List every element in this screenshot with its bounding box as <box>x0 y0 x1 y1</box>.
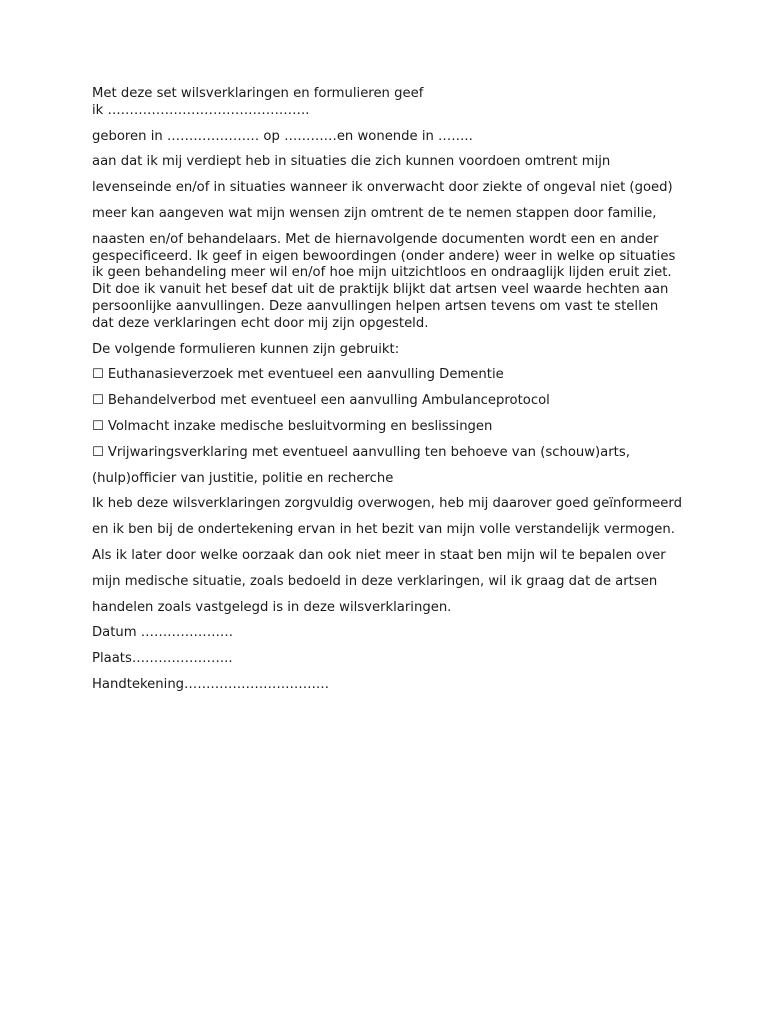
form-item <box>92 445 682 462</box>
paragraph-capacity: en ik ben bij de ondertekening ervan in het bezit van mijn volle verstandelijk vermogen. <box>92 522 675 538</box>
paragraph-act: handelen zoals vastgelegd is in deze wilsverklaringen. <box>92 599 452 615</box>
checkbox-icon[interactable]: ☐ <box>92 367 104 383</box>
paragraph-end-of-life: levenseinde en/of in situaties wanneer ik onverwacht door ziekte of ongeval niet (goed) <box>92 180 673 196</box>
paragraph-later: Als ik later door welke oorzaak dan ook niet meer in staat ben mijn wil te bepalen over <box>92 547 666 563</box>
forms-intro: De volgende formulieren kunnen zijn gebruikt: <box>92 341 400 357</box>
intro-paragraph: Met deze set wilsverklaringen en formulieren geef ik ………………………………………. <box>92 86 424 118</box>
checkbox-icon[interactable]: ☐ <box>92 418 104 434</box>
paragraph-situations: aan dat ik mij verdiept heb in situaties die zich kunnen voordoen omtrent mijn <box>92 154 611 170</box>
paragraph-considered: Ik heb deze wilsverklaringen zorgvuldig overwogen, heb mij daarover goed geïnformeerd <box>92 496 682 512</box>
form-item-label: Vrijwaringsverklaring met eventueel aanvulling ten behoeve van (schouw)arts, <box>107 444 630 460</box>
birth-residence-line: geboren in ………………… op …………en wonende in …….. <box>92 128 473 144</box>
checkbox-icon[interactable]: ☐ <box>92 444 104 460</box>
paragraph-situation: mijn medische situatie, zoals bedoeld in deze verklaringen, wil ik graag dat de artsen <box>92 573 658 589</box>
form-item <box>92 367 682 384</box>
checkbox-icon[interactable]: ☐ <box>92 393 104 409</box>
place-field: Plaats………………….. <box>92 651 233 667</box>
document-page <box>92 86 682 703</box>
form-item-label: Behandelverbod met eventueel een aanvulling Ambulanceprotocol <box>107 393 550 409</box>
form-item <box>92 393 682 410</box>
form-item-label: Euthanasieverzoek met eventueel een aanvulling Dementie <box>107 367 504 383</box>
paragraph-specification: naasten en/of behandelaars. Met de hiernavolgende documenten wordt een en ander gespecificeerd. Ik geef in eigen bewoordingen (onder andere) weer in welke op situaties ik geen behandeling meer wil en/of hoe mijn uitzichtloos en ondraaglijk lijden eruit ziet. Dit doe ik vanuit het besef dat uit de praktijk blijkt dat artsen veel waarde hechten aan persoonlijke aanvullingen. Deze aanvullingen helpen artsen tevens om vast te stellen dat deze verklaringen echt door mij zijn opgesteld. <box>92 231 680 331</box>
date-field: Datum ………………… <box>92 625 234 641</box>
paragraph-officer: (hulp)officier van justitie, politie en recherche <box>92 470 394 486</box>
form-item-label: Volmacht inzake medische besluitvorming en beslissingen <box>107 418 493 434</box>
signature-field: Handtekening…………………………… <box>92 676 330 692</box>
paragraph-wishes: meer kan aangeven wat mijn wensen zijn omtrent de te nemen stappen door familie, <box>92 205 657 221</box>
form-item <box>92 419 682 436</box>
